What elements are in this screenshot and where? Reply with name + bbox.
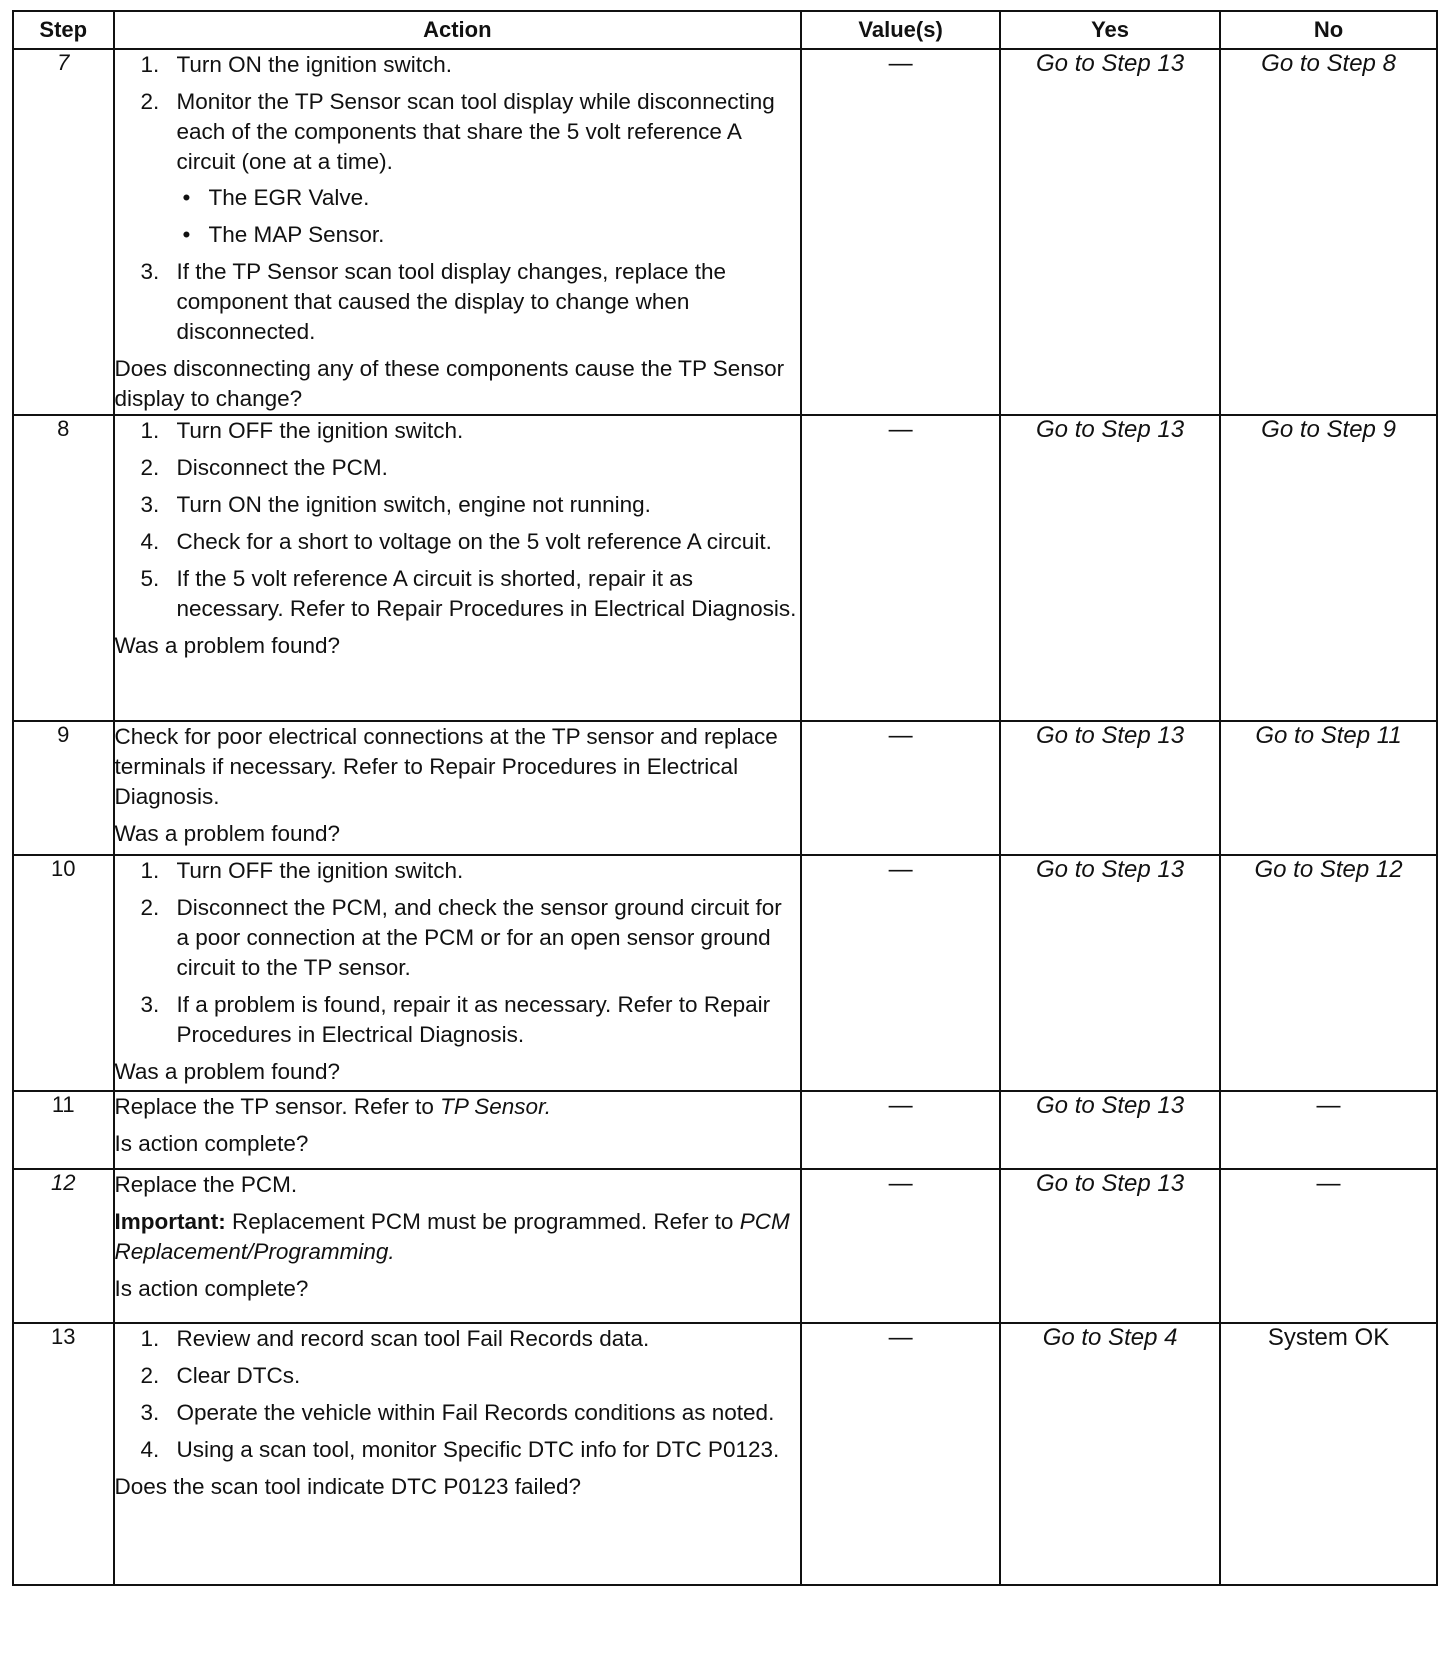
step-number: 11: [13, 1091, 114, 1169]
action-cell: [114, 1323, 802, 1585]
action-list: [115, 856, 801, 1050]
no-link[interactable]: Go to Step 11: [1220, 721, 1437, 855]
step-question: Is action complete?: [114, 1276, 309, 1301]
bullet-item: • The MAP Sensor.: [177, 220, 801, 250]
action-item: 2. Disconnect the PCM, and check the sensor ground circuit for a poor connection at the PCM or for an open sensor ground circuit to the TP sensor.: [140, 895, 782, 980]
action-item: 1. Turn ON the ignition switch.: [140, 52, 453, 77]
no-link[interactable]: Go to Step 12: [1220, 855, 1437, 1091]
important-note: Important: Replacement PCM must be programmed. Refer to PCM Replacement/Programming.: [114, 1209, 790, 1264]
header-row: [13, 11, 1437, 49]
step-question: Was a problem found?: [114, 821, 341, 846]
value-dash: —: [801, 855, 1000, 1091]
action-item: 4. Check for a short to voltage on the 5 volt reference A circuit.: [140, 529, 772, 554]
action-text: Replace the PCM.: [114, 1172, 298, 1197]
step-row-13: [13, 1323, 1437, 1585]
header-no: No: [1220, 11, 1437, 49]
header-yes: Yes: [1000, 11, 1220, 49]
step-row-9: [13, 721, 1437, 855]
step-number: 12: [13, 1169, 114, 1323]
action-cell: [114, 721, 802, 855]
yes-link[interactable]: Go to Step 13: [1000, 1169, 1220, 1323]
tp-sensor-link[interactable]: TP Sensor.: [440, 1094, 551, 1119]
yes-link[interactable]: Go to Step 13: [1000, 1091, 1220, 1169]
step-number: 8: [13, 415, 114, 721]
action-list: [115, 1324, 801, 1465]
action-cell: [114, 415, 802, 721]
no-link[interactable]: Go to Step 9: [1220, 415, 1437, 721]
yes-link[interactable]: Go to Step 13: [1000, 855, 1220, 1091]
action-item: 2. Disconnect the PCM.: [140, 455, 388, 480]
no-dash: —: [1220, 1091, 1437, 1169]
no-link[interactable]: Go to Step 8: [1220, 49, 1437, 415]
value-dash: —: [801, 1091, 1000, 1169]
header-values: Value(s): [801, 11, 1000, 49]
bullet-list: [177, 183, 801, 250]
value-dash: —: [801, 721, 1000, 855]
bullet-item: • The EGR Valve.: [177, 183, 801, 213]
action-item: 3. Operate the vehicle within Fail Records conditions as noted.: [140, 1400, 775, 1425]
action-cell: [114, 49, 802, 415]
step-row-12: [13, 1169, 1437, 1323]
action-item: 4. Using a scan tool, monitor Specific DTC info for DTC P0123.: [140, 1437, 780, 1462]
action-item: 1. Turn OFF the ignition switch.: [140, 858, 464, 883]
step-question: Does disconnecting any of these components cause the TP Sensor display to change?: [114, 356, 785, 411]
step-row-8: [13, 415, 1437, 721]
action-item: 1. Turn OFF the ignition switch.: [140, 418, 464, 443]
action-list: [115, 50, 801, 347]
action-cell: [114, 1169, 802, 1323]
step-number: 10: [13, 855, 114, 1091]
pcm-programming-link[interactable]: PCM Replacement/Programming.: [114, 1209, 790, 1264]
action-item: 5. If the 5 volt reference A circuit is shorted, repair it as necessary. Refer to Repair Procedures in Electrical Diagnosis.: [140, 566, 797, 621]
step-question: Does the scan tool indicate DTC P0123 failed?: [114, 1474, 582, 1499]
no-dash: —: [1220, 1169, 1437, 1323]
diagnostic-table: [12, 10, 1438, 1586]
step-row-10: [13, 855, 1437, 1091]
action-item: 2. Clear DTCs.: [140, 1363, 301, 1388]
action-list: [115, 416, 801, 624]
value-dash: —: [801, 1169, 1000, 1323]
step-question: Was a problem found?: [114, 1059, 341, 1084]
action-text: Replace the TP sensor. Refer to TP Sensor.: [114, 1094, 551, 1119]
value-dash: —: [801, 1323, 1000, 1585]
yes-link[interactable]: Go to Step 13: [1000, 721, 1220, 855]
action-text: Check for poor electrical connections at the TP sensor and replace terminals if necessary. Refer to Repair Procedures in Electrical Diagnosis.: [114, 724, 778, 809]
step-number: 13: [13, 1323, 114, 1585]
yes-link[interactable]: Go to Step 4: [1000, 1323, 1220, 1585]
step-row-11: [13, 1091, 1437, 1169]
action-cell: [114, 1091, 802, 1169]
header-step: Step: [13, 11, 114, 49]
no-result: System OK: [1220, 1323, 1437, 1585]
value-dash: —: [801, 415, 1000, 721]
step-question: Is action complete?: [114, 1131, 309, 1156]
action-item: 3. If the TP Sensor scan tool display changes, replace the component that caused the display to change when disconnected.: [140, 259, 727, 344]
action-item: 1. Review and record scan tool Fail Records data.: [140, 1326, 650, 1351]
action-item: 3. Turn ON the ignition switch, engine not running.: [140, 492, 651, 517]
yes-link[interactable]: Go to Step 13: [1000, 49, 1220, 415]
action-cell: [114, 855, 802, 1091]
action-item: 2. Monitor the TP Sensor scan tool display while disconnecting each of the components that share the 5 volt reference A circuit (one at a time). • The EGR Valve. • The MAP Sensor.: [115, 87, 801, 250]
step-row-7: [13, 49, 1437, 415]
step-number: 9: [13, 721, 114, 855]
step-number: 7: [13, 49, 114, 415]
value-dash: —: [801, 49, 1000, 415]
step-question: Was a problem found?: [114, 633, 341, 658]
action-item: 3. If a problem is found, repair it as necessary. Refer to Repair Procedures in Electrical Diagnosis.: [140, 992, 771, 1047]
yes-link[interactable]: Go to Step 13: [1000, 415, 1220, 721]
header-action: Action: [114, 11, 802, 49]
